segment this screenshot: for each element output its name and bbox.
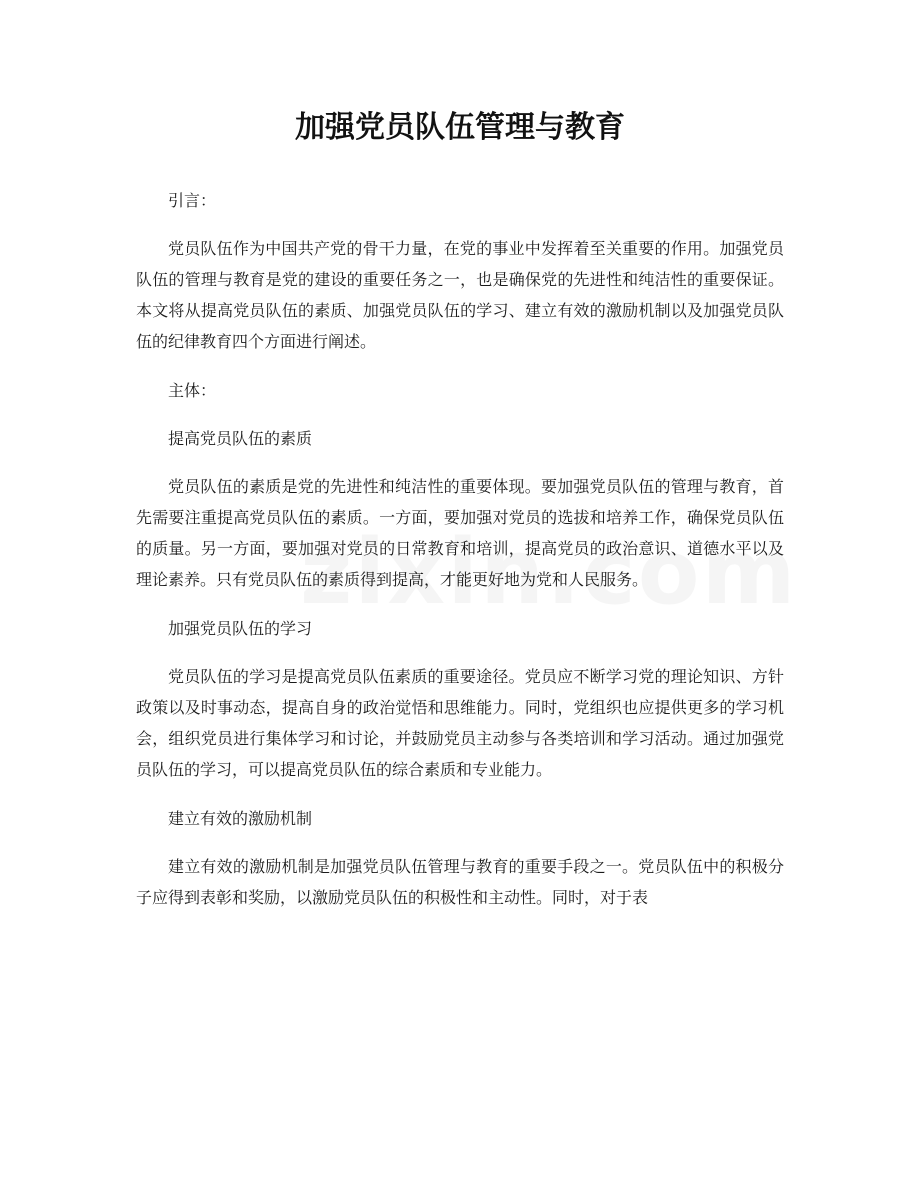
document-body xyxy=(136,185,784,931)
paragraph-learning: 党员队伍的学习是提高党员队伍素质的重要途径。党员应不断学习党的理论知识、方针政策以及时事动态，提高自身的政治觉悟和思维能力。同时，党组织也应提供更多的学习机会，组织党员进行集体学习和讨论，并鼓励党员主动参与各类培训和学习活动。通过加强党员队伍的学习，可以提高党员队伍的综合素质和专业能力。 xyxy=(136,667,784,779)
paragraph-quality: 党员队伍的素质是党的先进性和纯洁性的重要体现。要加强党员队伍的管理与教育，首先需要注重提高党员队伍的素质。一方面，要加强对党员的选拔和培养工作，确保党员队伍的质量。另一方面，要加强对党员的日常教育和培训，提高党员的政治意识、道德水平以及理论素养。只有党员队伍的素质得到提高，才能更好地为党和人民服务。 xyxy=(136,477,784,589)
section-heading-intro: 引言： xyxy=(168,191,217,210)
paragraph-incentive: 建立有效的激励机制是加强党员队伍管理与教育的重要手段之一。党员队伍中的积极分子应得到表彰和奖励，以激励党员队伍的积极性和主动性。同时，对于表 xyxy=(136,857,784,907)
paragraph-intro: 党员队伍作为中国共产党的骨干力量，在党的事业中发挥着至关重要的作用。加强党员队伍的管理与教育是党的建设的重要任务之一，也是确保党的先进性和纯洁性的重要保证。本文将从提高党员队伍的素质、加强党员队伍的学习、建立有效的激励机制以及加强党员队伍的纪律教育四个方面进行阐述。 xyxy=(136,239,784,351)
section-heading-quality: 提高党员队伍的素质 xyxy=(168,429,313,448)
section-heading-incentive: 建立有效的激励机制 xyxy=(168,809,313,828)
section-heading-main: 主体： xyxy=(168,381,217,400)
document-title: 加强党员队伍管理与教育 xyxy=(295,110,625,145)
document-page xyxy=(136,0,784,1191)
section-heading-learning: 加强党员队伍的学习 xyxy=(168,619,313,638)
